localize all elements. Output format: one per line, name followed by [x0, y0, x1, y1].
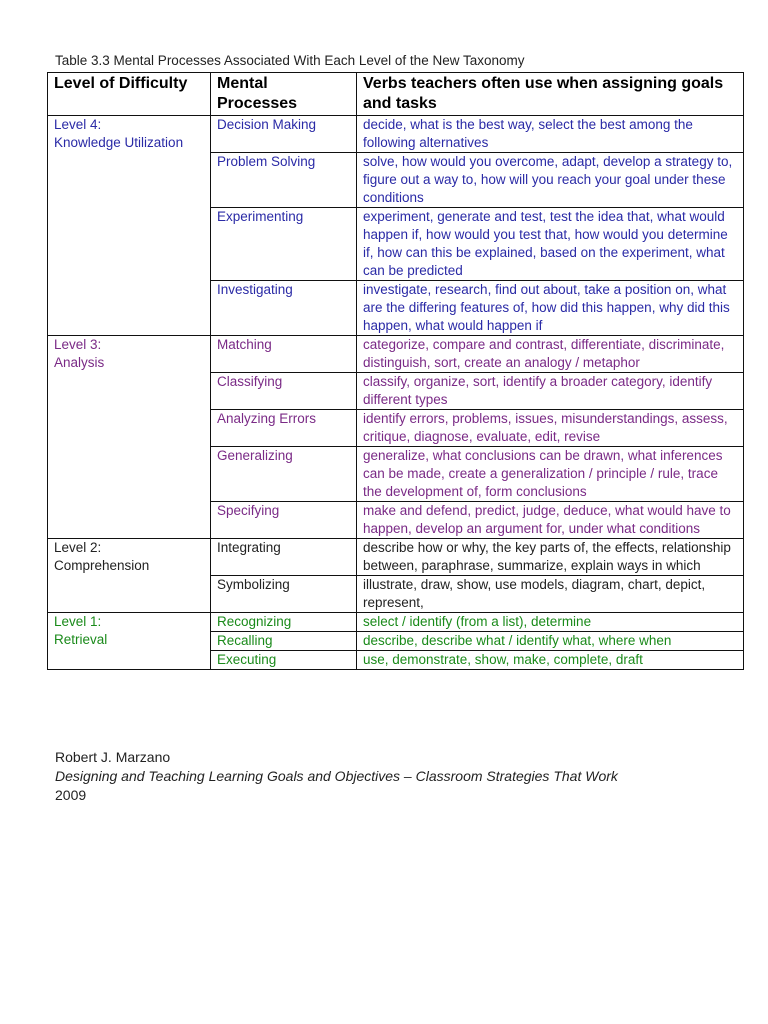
table-row [48, 539, 744, 576]
verbs-cell: illustrate, draw, show, use models, diagram, chart, depict, represent, [357, 576, 744, 613]
citation-title: Designing and Teaching Learning Goals and Objectives – Classroom Strategies That Work [55, 768, 618, 784]
process-cell: Recognizing [211, 613, 357, 632]
citation-year: 2009 [55, 787, 87, 803]
verbs-cell: describe how or why, the key parts of, the effects, relationship between, paraphrase, summarize, explain ways in which [357, 539, 744, 576]
process-cell: Decision Making [211, 116, 357, 153]
verbs-cell: generalize, what conclusions can be drawn, what inferences can be made, create a generalization / principle / rule, trace the development of, form conclusions [357, 447, 744, 502]
level-name: Knowledge Utilization [54, 135, 184, 150]
process-cell: Executing [211, 651, 357, 670]
level-number: Level 2: [54, 540, 102, 555]
header-level: Level of Difficulty [48, 73, 211, 116]
process-cell: Investigating [211, 281, 357, 336]
verbs-cell: describe, describe what / identify what, where when [357, 632, 744, 651]
citation-author: Robert J. Marzano [55, 749, 171, 765]
taxonomy-table [47, 72, 744, 670]
level-name: Analysis [54, 355, 105, 370]
table-body [48, 116, 744, 670]
level-number: Level 4: [54, 117, 102, 132]
process-cell: Experimenting [211, 208, 357, 281]
verbs-cell: select / identify (from a list), determine [357, 613, 744, 632]
level-number: Level 3: [54, 337, 102, 352]
process-cell: Matching [211, 336, 357, 373]
table-caption: Table 3.3 Mental Processes Associated With Each Level of the New Taxonomy [55, 53, 525, 68]
table-row [48, 613, 744, 632]
header-verbs: Verbs teachers often use when assigning goals and tasks [357, 73, 744, 116]
table-header-row [48, 73, 744, 116]
verbs-cell: decide, what is the best way, select the best among the following alternatives [357, 116, 744, 153]
level-cell [48, 539, 211, 613]
citation [55, 748, 618, 805]
process-cell: Integrating [211, 539, 357, 576]
process-cell: Symbolizing [211, 576, 357, 613]
header-process: Mental Processes [211, 73, 357, 116]
level-cell [48, 116, 211, 336]
level-number: Level 1: [54, 614, 102, 629]
process-cell: Problem Solving [211, 153, 357, 208]
process-cell: Classifying [211, 373, 357, 410]
level-name: Comprehension [54, 558, 150, 573]
process-cell: Generalizing [211, 447, 357, 502]
process-cell: Analyzing Errors [211, 410, 357, 447]
table-row [48, 116, 744, 153]
verbs-cell: investigate, research, find out about, take a position on, what are the differing features of, how did this happen, why did this happen, what would happen if [357, 281, 744, 336]
verbs-cell: make and defend, predict, judge, deduce, what would have to happen, develop an argument for, under what conditions [357, 502, 744, 539]
verbs-cell: categorize, compare and contrast, differentiate, discriminate, distinguish, sort, create an analogy / metaphor [357, 336, 744, 373]
verbs-cell: use, demonstrate, show, make, complete, draft [357, 651, 744, 670]
verbs-cell: classify, organize, sort, identify a broader category, identify different types [357, 373, 744, 410]
process-cell: Recalling [211, 632, 357, 651]
verbs-cell: solve, how would you overcome, adapt, develop a strategy to, figure out a way to, how will you reach your goal under these conditions [357, 153, 744, 208]
level-cell [48, 336, 211, 539]
process-cell: Specifying [211, 502, 357, 539]
table-row [48, 336, 744, 373]
verbs-cell: experiment, generate and test, test the idea that, what would happen if, how would you test that, how would you determine if, how can this be explained, based on the experiment, what can be predicted [357, 208, 744, 281]
level-name: Retrieval [54, 632, 108, 647]
verbs-cell: identify errors, problems, issues, misunderstandings, assess, critique, diagnose, evaluate, edit, revise [357, 410, 744, 447]
level-cell [48, 613, 211, 670]
